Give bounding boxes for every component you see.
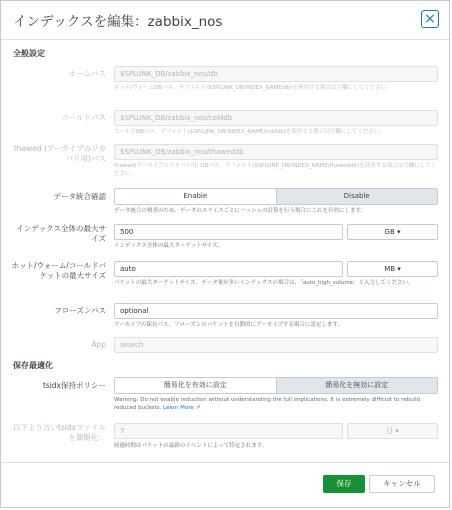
tsidx-enable-option[interactable]: 簡易化を有効に設定 [115,378,276,393]
dialog-title: インデックスを編集：zabbix_nos [13,14,223,30]
section-storage: 保存最適化 [13,361,53,370]
frozen-path-help: アーカイブの保存パス。フローズンのバケットを自動的にアーカイブする場合に設定します。 [114,322,343,328]
bucket-size-label: ホット/ウォーム/コールドバケットの最大サイズ [11,261,106,280]
save-button[interactable]: 保存 [323,475,365,493]
tsidx-help [114,397,439,412]
integrity-help: データ統合の検査のため、データのスライスごとにハッシュの計算を行う場合にこれを有効にします。 [114,208,367,214]
tsidx-warning: Warning: Do not enable reduction without understanding the full implications. It is extremely difficult to rebuild reduced buckets. [114,397,421,411]
close-icon[interactable]: × [421,10,439,28]
home-path-label: ホームパス [68,69,106,78]
integrity-disable-option[interactable]: Disable [276,189,438,204]
tsidx-toggle [114,377,438,394]
dialog-header [1,1,449,40]
thawed-path-input[interactable]: $SPLUNK_DB/zabbix_nos/thaweddb [114,144,438,160]
tsidx-disable-option[interactable]: 簡易化を無効に設定 [276,378,438,393]
integrity-enable-option[interactable]: Enable [115,189,276,204]
cold-path-help: コールドDBパス。デフォルト($SPLUNK_DB/INDEX_NAME/colddb)を使用する場合は空欄にしてください。 [114,129,385,135]
bucket-size-unit-select[interactable]: MB ▾ [347,261,438,277]
bucket-size-input[interactable]: auto [114,261,343,277]
dialog-footer [1,462,449,507]
thawed-path-help: thawed(アーカイブのリカバリ用) DBパス。デフォルト($SPLUNK_DB/INDEX_NAME/thaweddb)を使用する場合は空欄にしてください。 [114,163,437,177]
section-general: 全般設定 [13,49,45,58]
max-size-help: インデックス全体の最大ターゲットサイズ。 [114,243,224,249]
app-label: App [91,340,106,349]
dialog-body [1,40,449,463]
cancel-button[interactable]: キャンセル [369,475,435,493]
reduce-older-unit-select[interactable]: 日 ▾ [347,423,438,439]
max-size-unit-select[interactable]: GB ▾ [347,224,438,240]
max-size-input[interactable]: 500 [114,224,343,240]
cold-path-label: コールドパス [61,113,106,122]
home-path-help: ホット/ウォームDBパス。デフォルト($SPLUNK_DB/INDEX_NAME/db)を使用する場合は空欄にしてください。 [114,85,392,91]
cold-path-input[interactable]: $SPLUNK_DB/zabbix_nos/colddb [114,110,438,126]
tsidx-label: tsidx保持ポリシー [42,381,106,390]
home-path-input[interactable]: $SPLUNK_DB/zabbix_nos/db [114,66,438,82]
reduce-older-label: 以下より古いtsidxファイルを簡略化： [13,423,106,442]
app-input[interactable]: search [114,337,438,353]
max-size-label: インデックス全体の最大サイズ [16,224,106,243]
learn-more-link[interactable]: Learn More [163,404,194,411]
reduce-older-input[interactable]: 7 [114,423,343,439]
thawed-path-label: thawed (アーカイブのリカバリ用)パス [13,144,106,163]
frozen-path-input[interactable]: optional [114,303,438,319]
reduce-older-help: 経過時間はバケットの最新のイベントによって特定されます。 [114,443,268,449]
external-link-icon: ↗ [195,404,201,411]
bucket-size-help: バケットの最大ターゲットサイズ。データ量が多いインデックスの場合は、「auto_high_volume」と入力してください。 [114,280,414,286]
frozen-path-label: フローズンパス [54,306,106,315]
integrity-toggle [114,188,438,205]
integrity-label: データ統合確認 [53,192,106,201]
